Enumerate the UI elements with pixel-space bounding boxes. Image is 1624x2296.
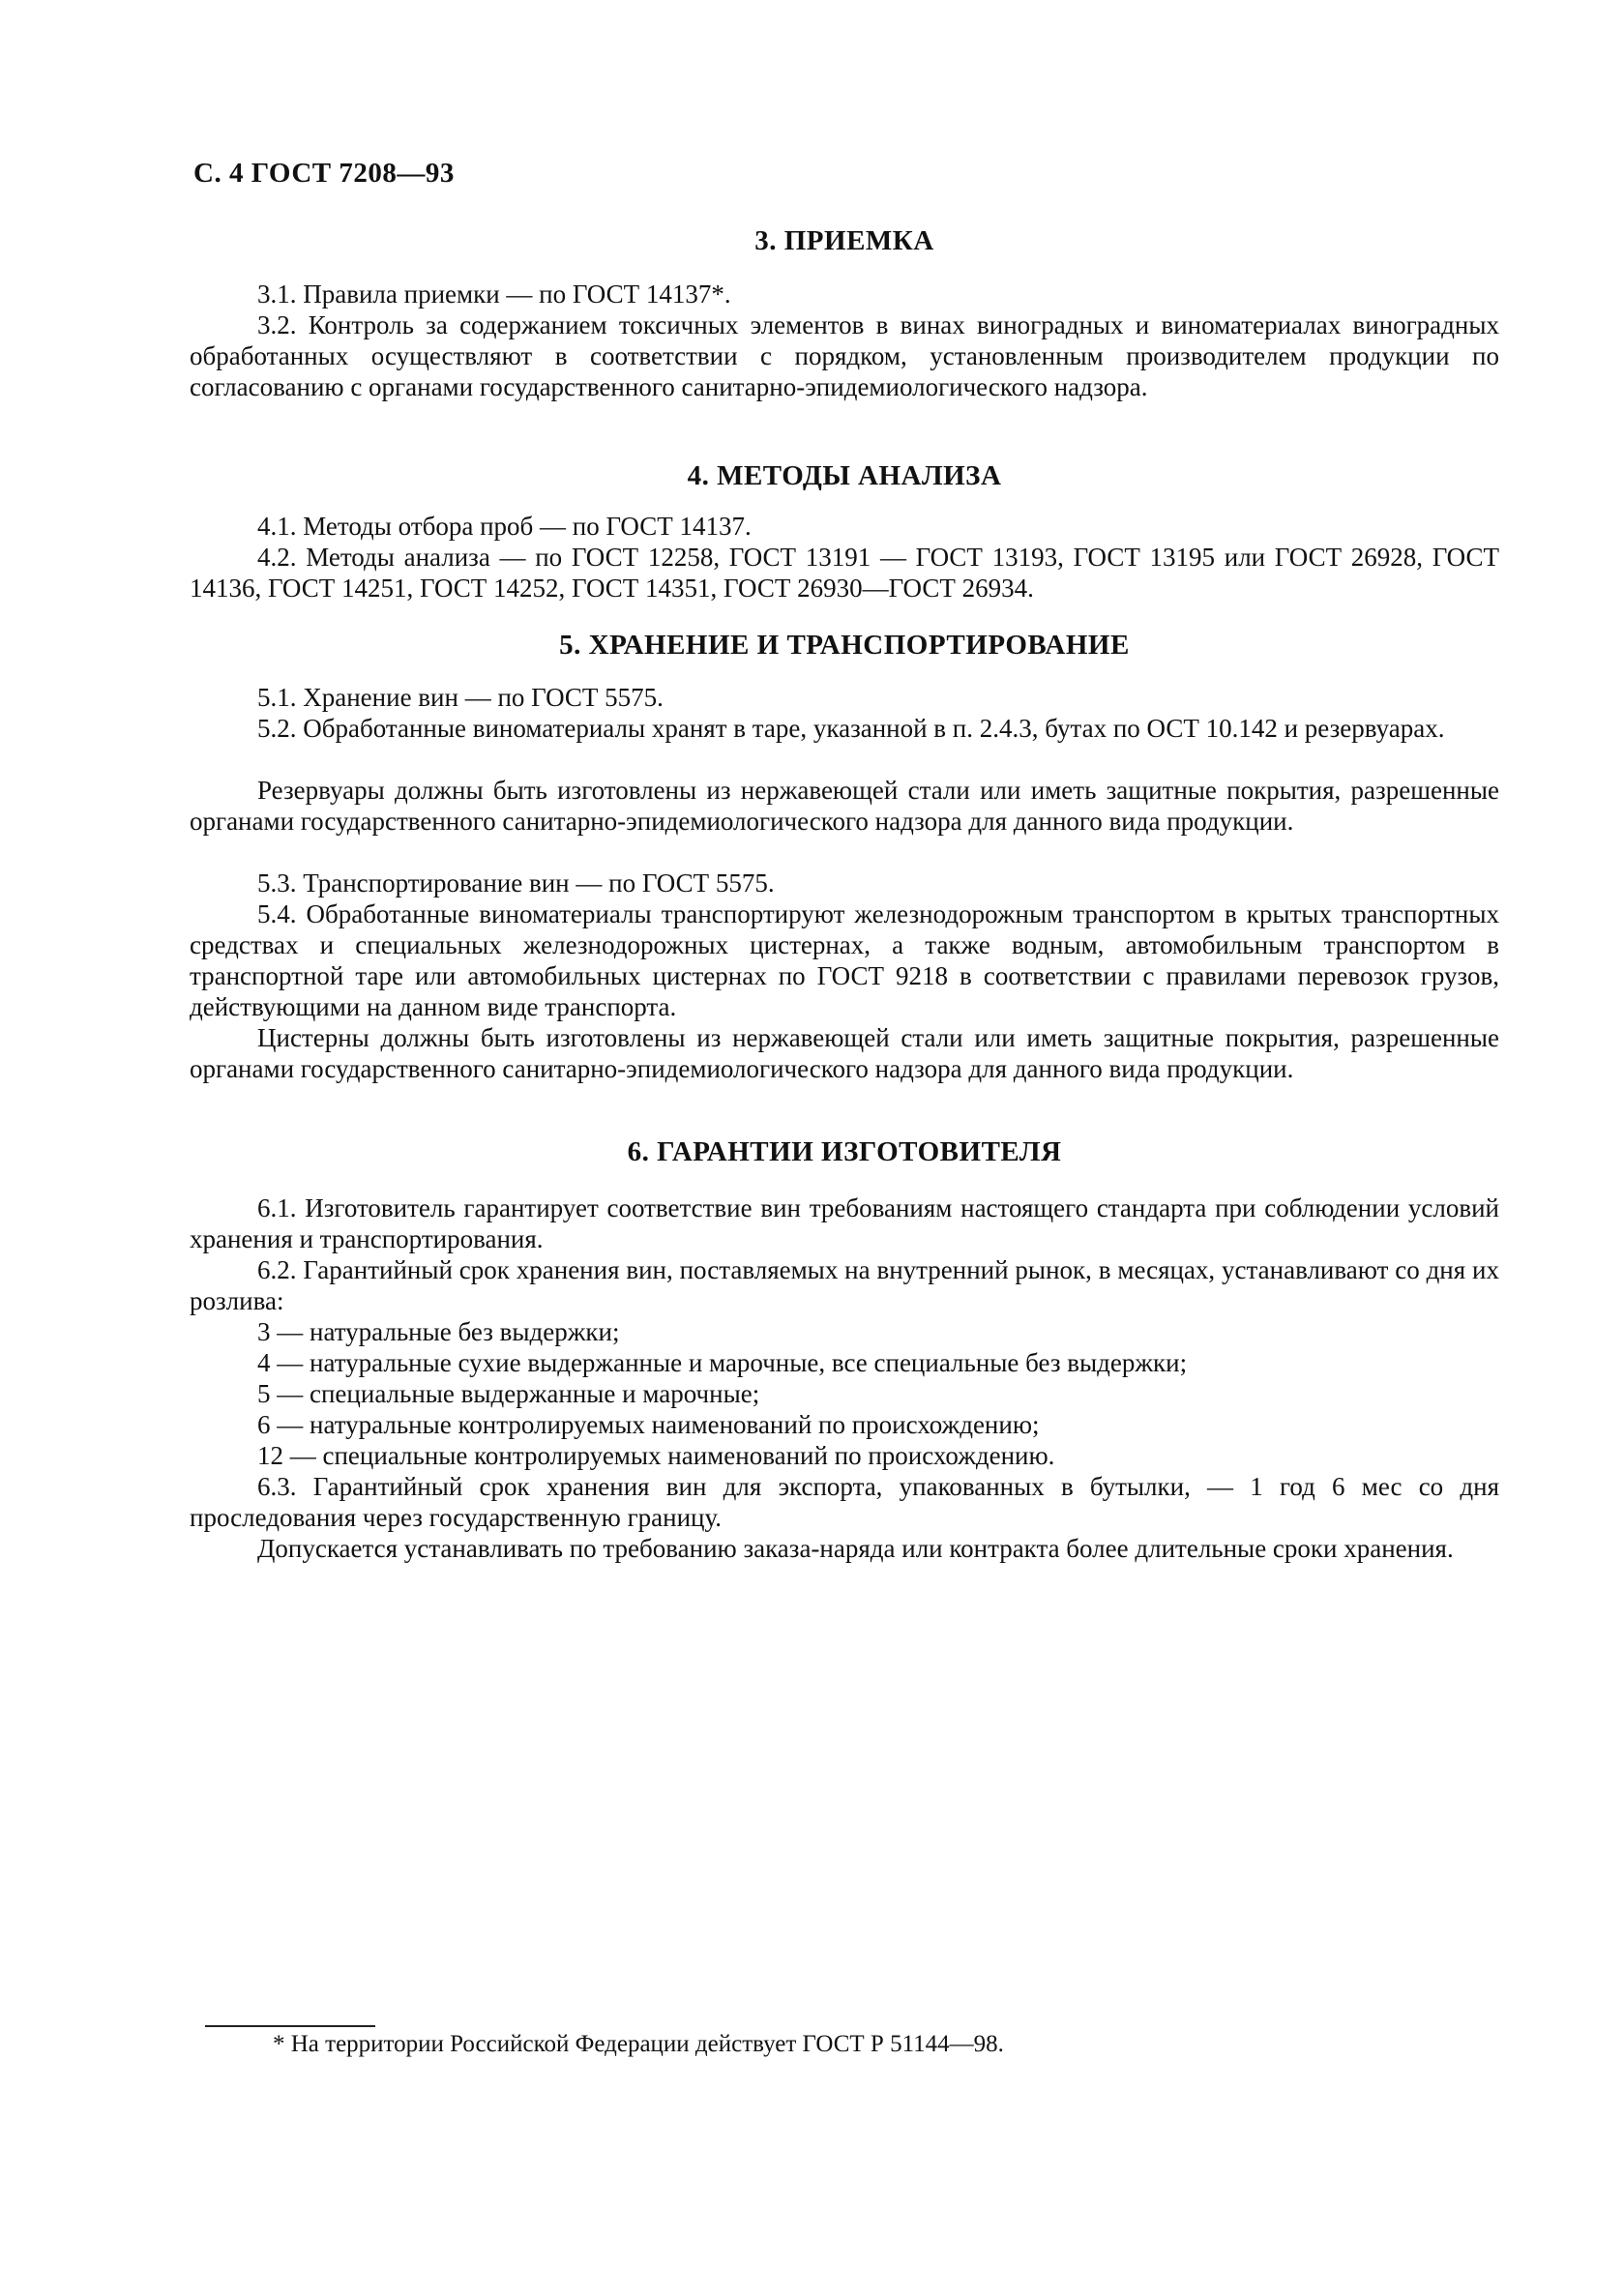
page-header: С. 4 ГОСТ 7208—93: [193, 158, 455, 189]
paragraph-5-4: 5.4. Обработанные виноматериалы транспортируют железнодорожным транспортом в крытых транспортных средствах и специальных железнодорожных цистернах, а также водным, автомобильным транспортом в транспортной таре или автомобильных цистернах по ГОСТ 9218 в соответствии с правилами перевозок грузов, действующими на данном виде транспорта.: [190, 899, 1499, 1021]
paragraph-5-2: 5.2. Обработанные виноматериалы хранят в таре, указанной в п. 2.4.3, бутах по ОСТ 10.142 и резервуарах.: [257, 714, 1445, 743]
section-3-title: 3. ПРИЕМКА: [754, 225, 934, 256]
paragraph-6-3-extension: Допускается устанавливать по требованию заказа-наряда или контракта более длительные сроки хранения.: [257, 1534, 1454, 1563]
paragraph-6-2: 6.2. Гарантийный срок хранения вин, поставляемых на внутренний рынок, в месяцах, устанавливают со дня их розлива:: [190, 1255, 1499, 1315]
warranty-list-item: 5 — специальные выдержанные и марочные;: [257, 1379, 760, 1408]
paragraph-5-4-cisterns: Цистерны должны быть изготовлены из нержавеющей стали или иметь защитные покрытия, разрешенные органами государственного санитарно-эпидемиологического надзора для данного вида продукции.: [190, 1023, 1499, 1083]
paragraph-5-2-tanks: Резервуары должны быть изготовлены из нержавеющей стали или иметь защитные покрытия, разрешенные органами государственного санитарно-эпидемиологического надзора для данного вида продукции.: [190, 776, 1499, 836]
section-6-title: 6. ГАРАНТИИ ИЗГОТОВИТЕЛЯ: [627, 1136, 1062, 1167]
paragraph-3-1: 3.1. Правила приемки — по ГОСТ 14137*.: [257, 280, 731, 309]
section-5-title: 5. ХРАНЕНИЕ И ТРАНСПОРТИРОВАНИЕ: [559, 630, 1130, 661]
paragraph-4-2: 4.2. Методы анализа — по ГОСТ 12258, ГОСТ 13191 — ГОСТ 13193, ГОСТ 13195 или ГОСТ 26928, ГОСТ 14136, ГОСТ 14251, ГОСТ 14252, ГОСТ 14351, ГОСТ 26930—ГОСТ 26934.: [190, 543, 1499, 603]
footnote: * На территории Российской Федерации действует ГОСТ Р 51144—98.: [273, 2031, 1004, 2057]
warranty-list-item: 4 — натуральные сухие выдержанные и марочные, все специальные без выдержки;: [257, 1348, 1188, 1377]
paragraph-3-2: 3.2. Контроль за содержанием токсичных элементов в винах виноградных и виноматериалах виноградных обработанных осуществляют в соответствии с порядком, установленным производителем продукции по согласованию с органами государственного санитарно-эпидемиологического надзора.: [190, 310, 1499, 401]
paragraph-6-3: 6.3. Гарантийный срок хранения вин для экспорта, упакованных в бутылки, — 1 год 6 мес со дня проследования через государственную границу.: [190, 1472, 1499, 1532]
section-4-title: 4. МЕТОДЫ АНАЛИЗА: [687, 460, 1002, 491]
warranty-list-item: 3 — натуральные без выдержки;: [257, 1317, 620, 1346]
paragraph-6-1: 6.1. Изготовитель гарантирует соответствие вин требованиям настоящего стандарта при соблюдении условий хранения и транспортирования.: [190, 1193, 1499, 1253]
paragraph-4-1: 4.1. Методы отбора проб — по ГОСТ 14137.: [257, 512, 752, 541]
warranty-list-item: 12 — специальные контролируемых наименований по происхождению.: [257, 1441, 1055, 1470]
paragraph-5-3: 5.3. Транспортирование вин — по ГОСТ 5575.: [257, 868, 775, 898]
warranty-list-item: 6 — натуральные контролируемых наименований по происхождению;: [257, 1410, 1040, 1439]
paragraph-5-1: 5.1. Хранение вин — по ГОСТ 5575.: [257, 683, 664, 712]
footnote-divider: [205, 2025, 375, 2027]
